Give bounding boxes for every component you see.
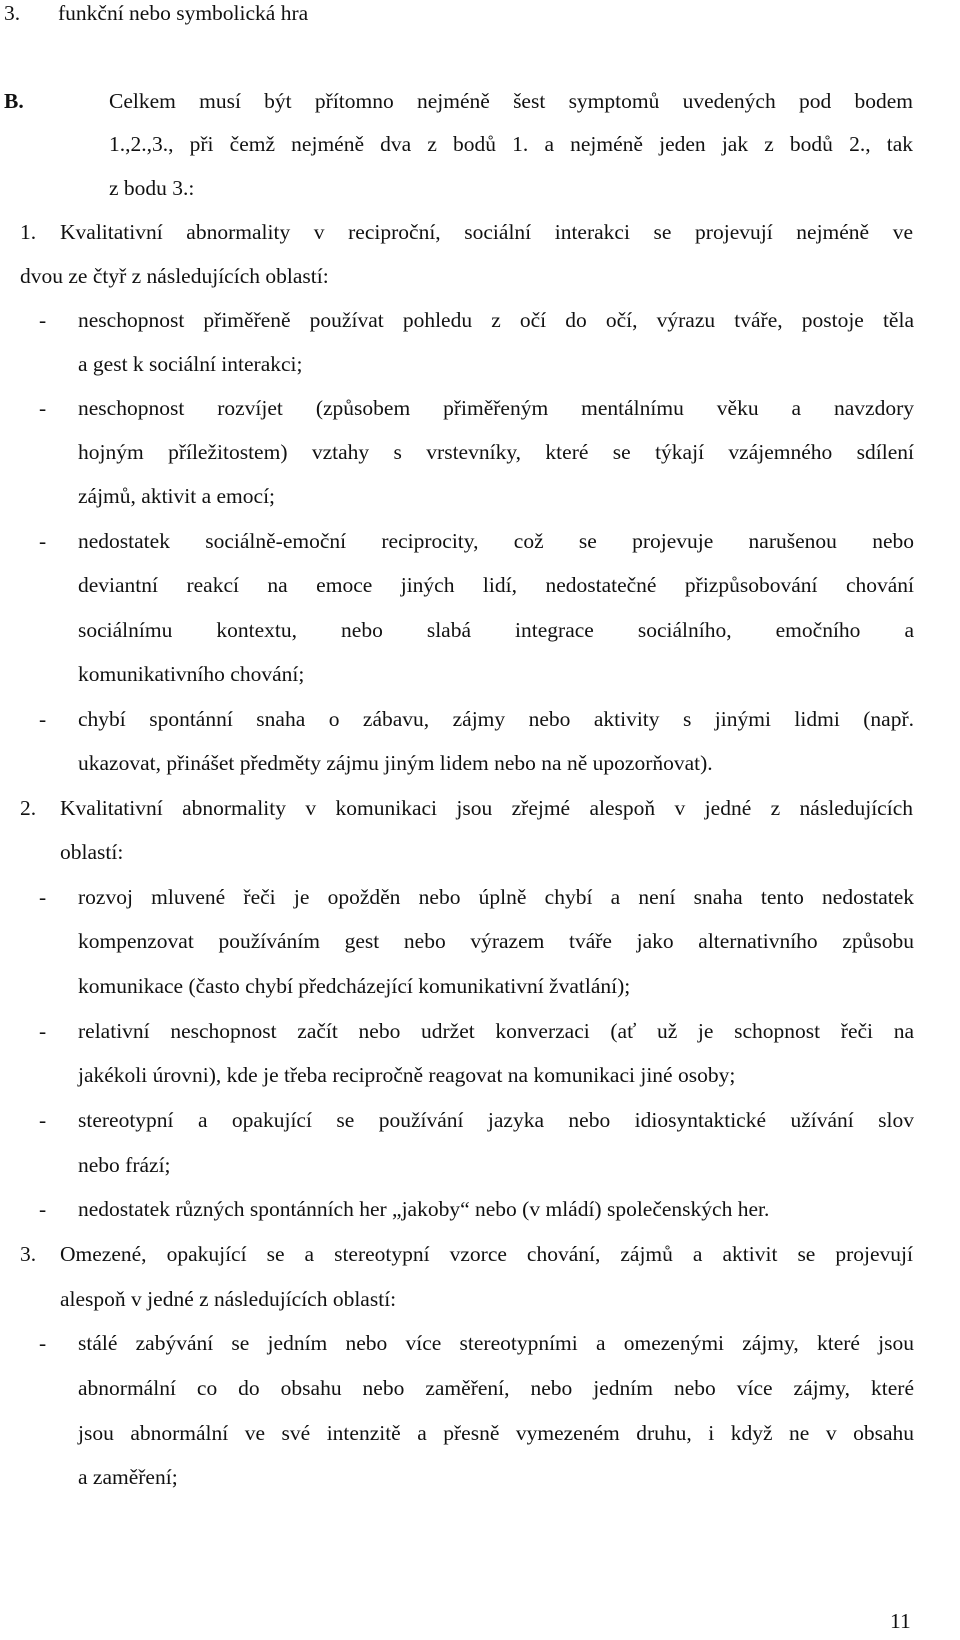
top-item-marker: 3. — [4, 1, 21, 25]
bullet-line: jsou abnormální ve své intenzitě a přesně vymezeném druhu, i když ne v obsahu — [78, 1421, 914, 1445]
page-number: 11 — [890, 1609, 911, 1633]
bullet-line: kompenzovat používáním gest nebo výrazem tváře jako alternativního způsobu — [78, 929, 914, 953]
bullet-line: jakékoli úrovni), kde je třeba recipročně reagovat na komunikaci jiné osoby; — [78, 1063, 736, 1087]
bullet-line: hojným příležitostem) vztahy s vrstevníky, které se týkají vzájemného sdílení — [78, 440, 914, 464]
item-1-line: dvou ze čtyř z následujících oblastí: — [20, 264, 329, 288]
item-2-line: Kvalitativní abnormality v komunikaci jsou zřejmé alespoň v jedné z následujících — [60, 796, 913, 820]
item-1-line: Kvalitativní abnormality v reciproční, sociální interakci se projevují nejméně ve — [60, 220, 913, 244]
item-1-marker: 1. — [20, 220, 37, 244]
bullet-line: komunikativního chování; — [78, 662, 305, 686]
section-b-line: Celkem musí být přítomno nejméně šest symptomů uvedených pod bodem — [109, 89, 913, 113]
section-b-line: z bodu 3.: — [109, 176, 195, 200]
bullet-line: sociálnímu kontextu, nebo slabá integrace sociálního, emočního a — [78, 618, 914, 642]
bullet-dash: - — [39, 707, 47, 731]
bullet-dash: - — [39, 1108, 47, 1132]
section-b-line: 1.,2.,3., při čemž nejméně dva z bodů 1. a nejméně jeden jak z bodů 2., tak — [109, 132, 913, 156]
bullet-dash: - — [39, 1019, 47, 1043]
bullet-dash: - — [39, 308, 47, 332]
bullet-line: chybí spontánní snaha o zábavu, zájmy nebo aktivity s jinými lidmi (např. — [78, 707, 914, 731]
item-2-marker: 2. — [20, 796, 37, 820]
top-item-text: funkční nebo symbolická hra — [58, 1, 309, 25]
bullet-line: rozvoj mluvené řeči je opožděn nebo úplně chybí a není snaha tento nedostatek — [78, 885, 914, 909]
bullet-line: nedostatek sociálně-emoční reciprocity, což se projevuje narušenou nebo — [78, 529, 914, 553]
bullet-line: a gest k sociální interakci; — [78, 352, 303, 376]
bullet-line: nedostatek různých spontánních her „jakoby“ nebo (v mládí) společenských her. — [78, 1197, 770, 1221]
bullet-line: stereotypní a opakující se používání jazyka nebo idiosyntaktické užívání slov — [78, 1108, 914, 1132]
bullet-line: relativní neschopnost začít nebo udržet konverzaci (ať už je schopnost řeči na — [78, 1019, 914, 1043]
bullet-dash: - — [39, 1331, 47, 1355]
bullet-line: deviantní reakcí na emoce jiných lidí, nedostatečné přizpůsobování chování — [78, 573, 914, 597]
bullet-line: neschopnost přiměřeně používat pohledu z očí do očí, výrazu tváře, postoje těla — [78, 308, 914, 332]
item-3-line: alespoň v jedné z následujících oblastí: — [60, 1287, 397, 1311]
section-b-marker: B. — [4, 89, 24, 113]
bullet-dash: - — [39, 529, 47, 553]
bullet-line: stálé zabývání se jedním nebo více stereotypními a omezenými zájmy, které jsou — [78, 1331, 914, 1355]
bullet-dash: - — [39, 396, 47, 420]
bullet-line: nebo frází; — [78, 1153, 171, 1177]
bullet-line: ukazovat, přinášet předměty zájmu jiným lidem nebo na ně upozorňovat). — [78, 751, 713, 775]
item-3-line: Omezené, opakující se a stereotypní vzorce chování, zájmů a aktivit se projevují — [60, 1242, 913, 1266]
bullet-dash: - — [39, 1197, 47, 1221]
bullet-line: komunikace (často chybí předcházející komunikativní žvatlání); — [78, 974, 631, 998]
item-3-marker: 3. — [20, 1242, 37, 1266]
bullet-dash: - — [39, 885, 47, 909]
item-2-line: oblastí: — [60, 840, 124, 864]
bullet-line: zájmů, aktivit a emocí; — [78, 484, 276, 508]
bullet-line: abnormální co do obsahu nebo zaměření, nebo jedním nebo více zájmy, které — [78, 1376, 914, 1400]
bullet-line: a zaměření; — [78, 1465, 178, 1489]
bullet-line: neschopnost rozvíjet (způsobem přiměřeným mentálnímu věku a navzdory — [78, 396, 914, 420]
